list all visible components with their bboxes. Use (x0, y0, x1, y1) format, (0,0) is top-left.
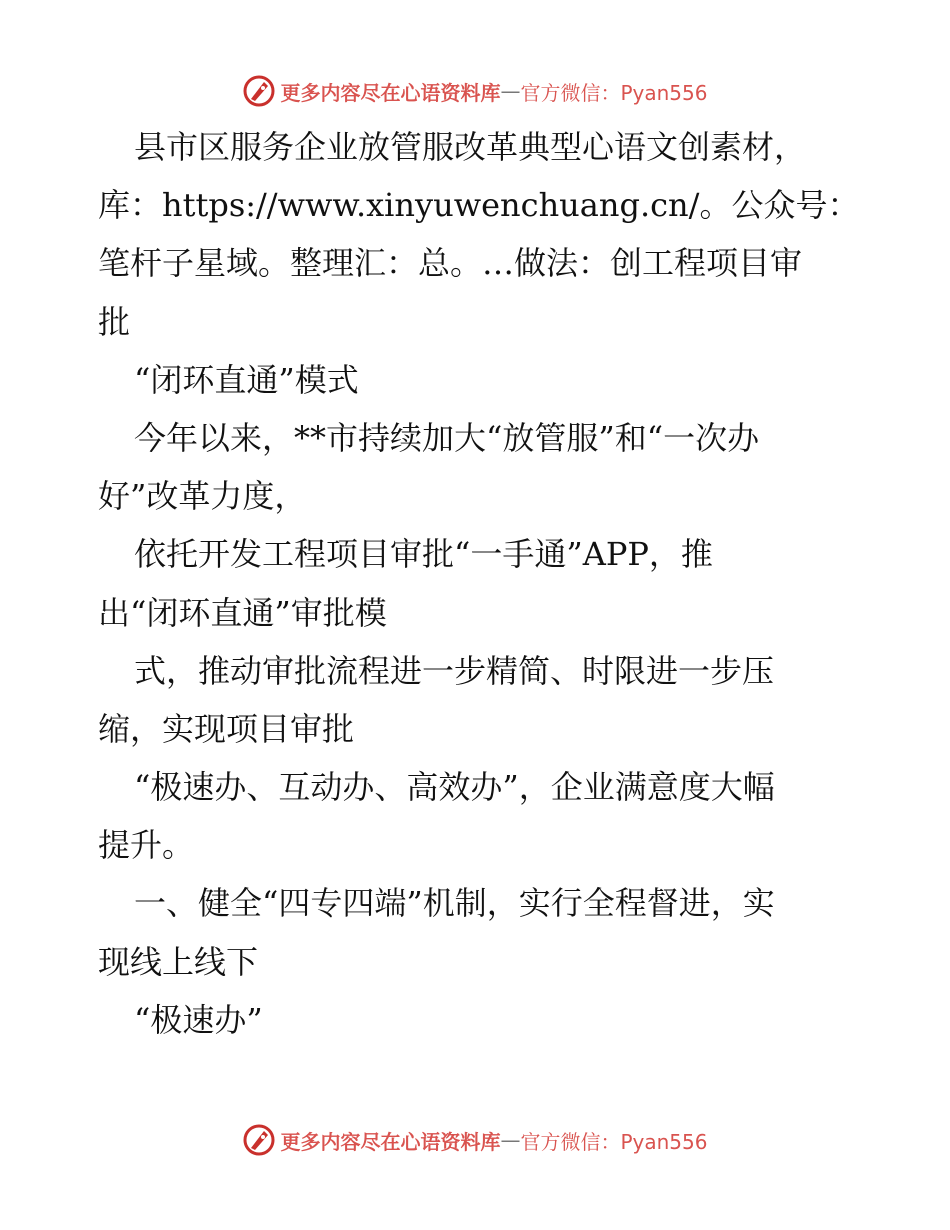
paragraph-line: 好”改革力度， (98, 477, 307, 516)
pen-logo-icon (242, 1123, 276, 1157)
pen-logo-icon (242, 74, 276, 108)
paragraph-line: 出“闭环直通”审批模 (98, 593, 387, 632)
paragraph-line: 批 (98, 302, 131, 341)
paragraph-line: “极速办、互动办、高效办”，企业满意度大幅 (134, 768, 775, 807)
banner-promo-text: 更多内容尽在心语资料库 (280, 80, 501, 105)
banner-separator: — (500, 1128, 521, 1152)
banner-promo-text: 更多内容尽在心语资料库 (280, 1129, 501, 1154)
paragraph-line: “闭环直通”模式 (134, 360, 359, 399)
paragraph-line: 库：https://www.xinyuwenchuang.cn/。公众号： (98, 186, 860, 225)
paragraph-line: 县市区服务企业放管服改革典型心语文创素材， (134, 128, 807, 166)
paragraph-line: 今年以来，**市持续加大“放管服”和“一次办 (134, 418, 760, 457)
paragraph-line: 笔杆子星域。整理汇：总。…做法：创工程项目审 (98, 244, 803, 283)
banner-wechat-text: 官方微信：Pyan556 (520, 80, 708, 105)
banner-separator: — (500, 79, 521, 103)
bottom-banner (0, 1120, 950, 1160)
paragraph-line: 依托开发工程项目审批“一手通”APP，推 (134, 535, 713, 574)
paragraph-line: “极速办” (134, 1000, 263, 1039)
paragraph-line: 一、健全“四专四端”机制，实行全程督进，实 (134, 884, 775, 923)
paragraph-line: 现线上线下 (98, 942, 259, 981)
top-banner (0, 71, 950, 111)
document-body (98, 118, 858, 1049)
paragraph-line: 式，推动审批流程进一步精简、时限进一步压 (134, 651, 775, 690)
paragraph-line: 缩，实现项目审批 (98, 709, 355, 748)
banner-wechat-text: 官方微信：Pyan556 (520, 1129, 708, 1154)
paragraph-line: 提升。 (98, 826, 195, 865)
